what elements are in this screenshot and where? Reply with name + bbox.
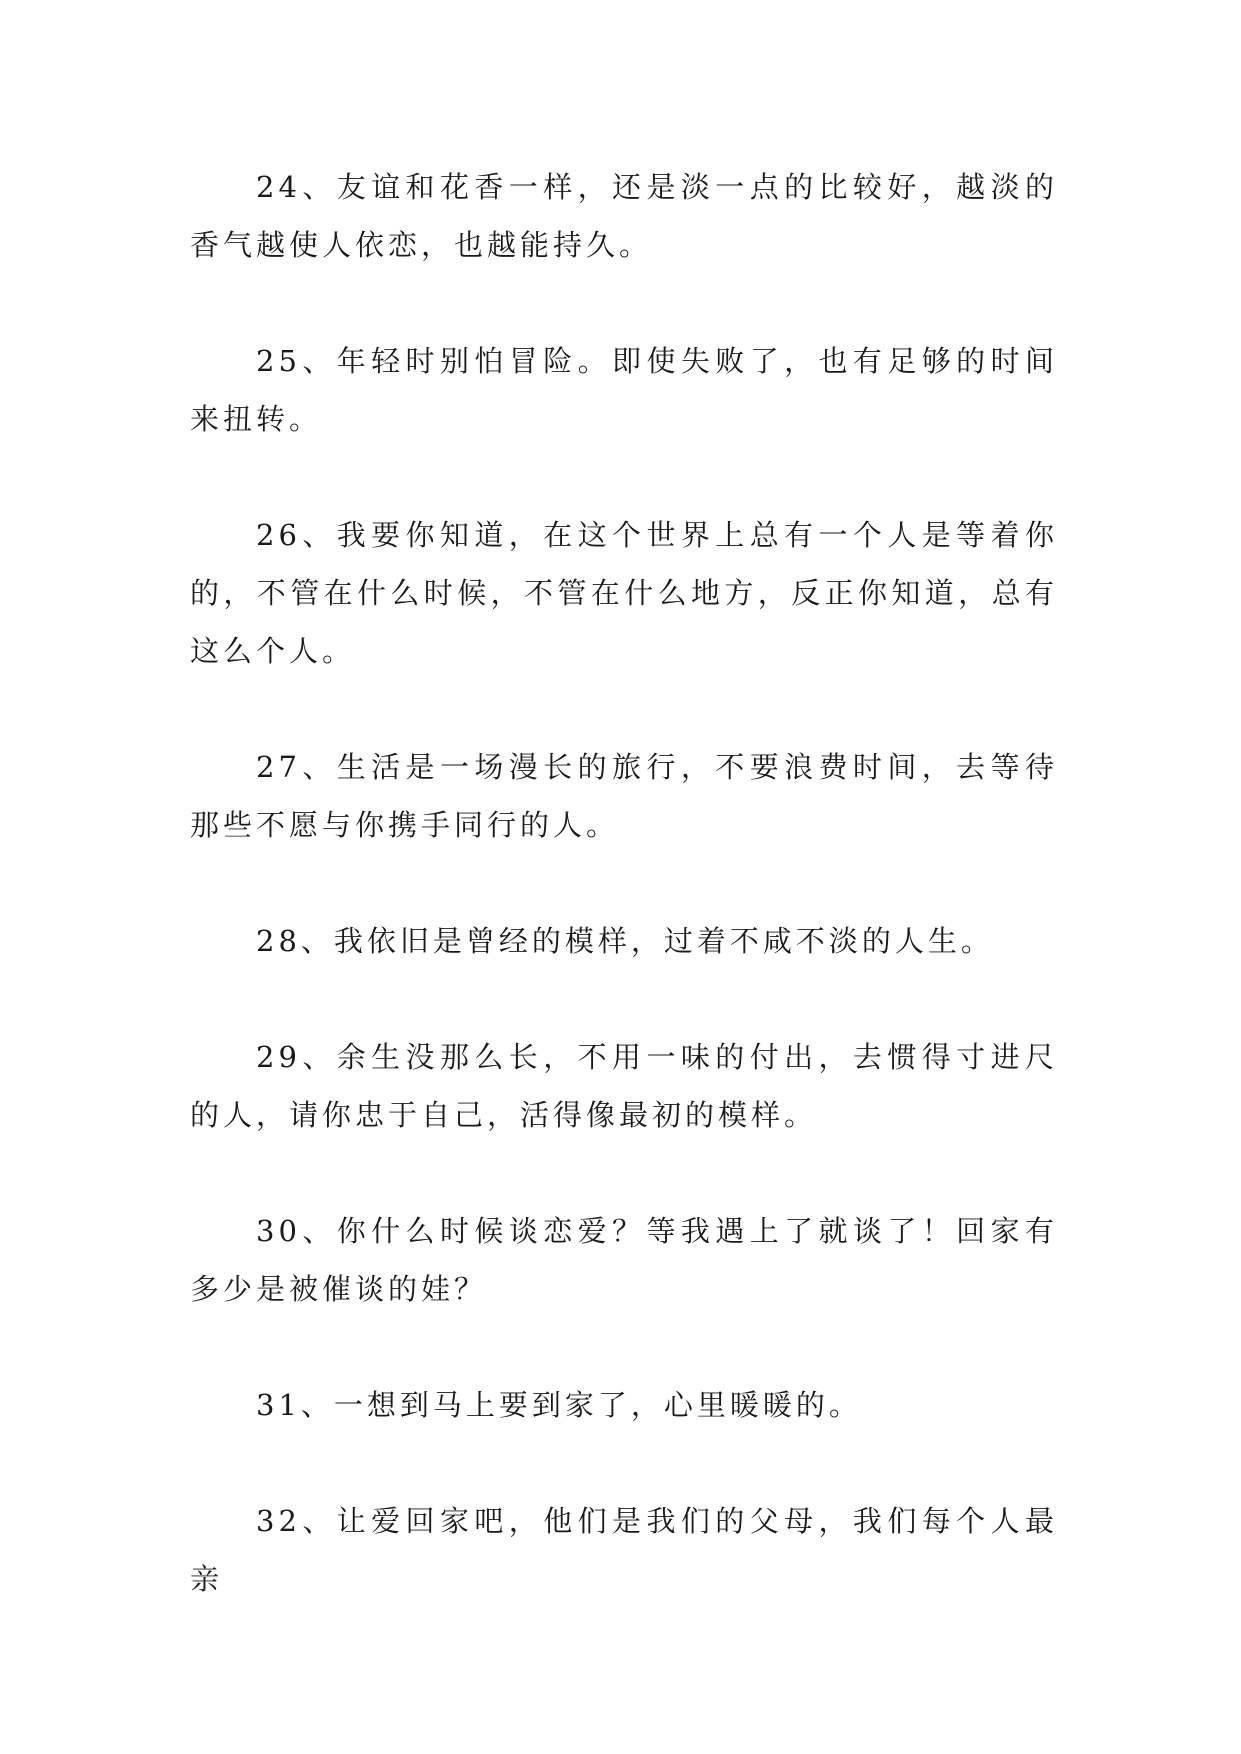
paragraph-28: 28、我依旧是曾经的模样，过着不咸不淡的人生。 — [256, 924, 994, 958]
paragraph-30: 30、你什么时候谈恋爱？等我遇上了就谈了！回家有多少是被催谈的娃？ — [190, 1214, 1058, 1306]
paragraph-31: 31、一想到马上要到家了，心里暖暖的。 — [256, 1388, 862, 1422]
paragraph-24: 24、友谊和花香一样，还是淡一点的比较好，越淡的香气越使人依恋，也越能持久。 — [190, 170, 1058, 262]
paragraph-27: 27、生活是一场漫长的旅行，不要浪费时间，去等待那些不愿与你携手同行的人。 — [190, 750, 1058, 842]
paragraph-26: 26、我要你知道，在这个世界上总有一个人是等着你的，不管在什么时候，不管在什么地方，反正你知道，总有这么个人。 — [190, 518, 1058, 668]
paragraph-25: 25、年轻时别怕冒险。即使失败了，也有足够的时间来扭转。 — [190, 344, 1058, 436]
paragraph-29: 29、余生没那么长，不用一味的付出，去惯得寸进尺的人，请你忠于自己，活得像最初的模样。 — [190, 1040, 1058, 1132]
document-body — [190, 158, 1058, 1666]
paragraph-32: 32、让爱回家吧，他们是我们的父母，我们每个人最亲 — [190, 1504, 1058, 1596]
